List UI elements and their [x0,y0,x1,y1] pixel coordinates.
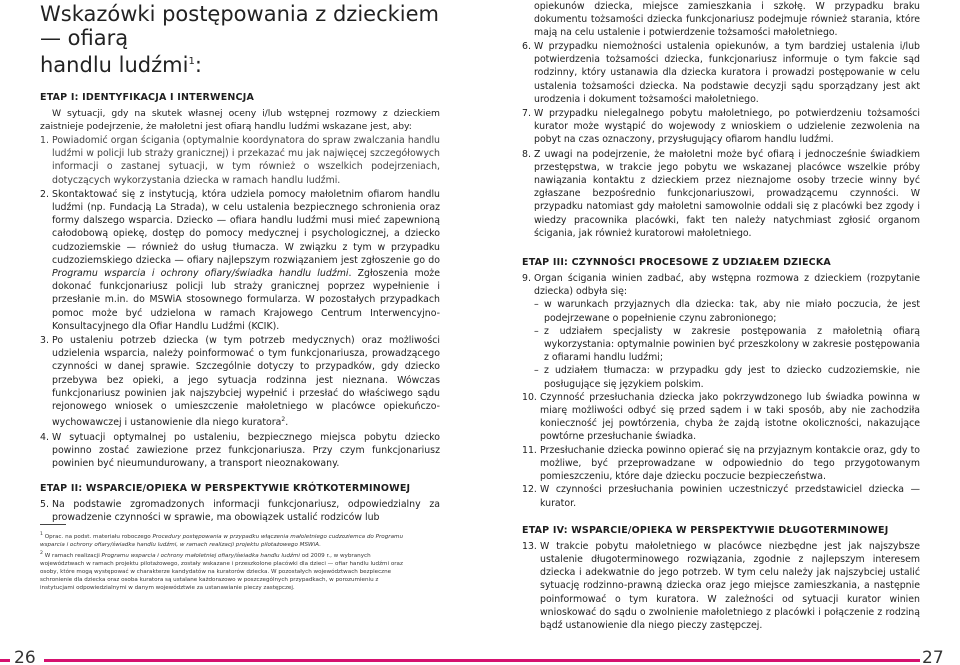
continuation-paragraph: opiekunów dziecka, miejsce zamieszkania i szkołę. W przypadku braku dokumentu tożsamości dziecka funkcjonariusz podejmuje również starania, które mają na celu ustalenie i potwierdzenie tożsamości małoletniego. [534,1,920,38]
item-text: Organ ścigania winien zadbać, aby wstępna rozmowa z dzieckiem (rozpytanie dziecka) odbyła się: [534,273,920,298]
footnote-text-tail: od 2009 r., w wybranych województwach w ramach projektu pilotażowego, zostały wskazane i przeszkolone placówki dla dzieci — ofiar handlu ludźmi oraz osoby, które mogą występować w charakterze kandydatów na kuratorów dziecka. W pozostałych województwach bezpieczne schronienie dla dziecka oraz osoba kuratora są ustalane każdorazowo w poszczególnych przypadkach, w porozumieniu z instytucjami odpowiedzialnymi w danym województwie za ustanawianie pieczy zastępczej. [40,552,403,592]
list-item-1 [40,134,440,187]
footnote-text: Oprac. na podst. materiału roboczego [44,533,153,540]
footnote-text-tail: . [318,542,321,549]
footnote-2 [40,550,405,593]
item-text: Przesłuchanie dziecka powinno opierać się na przyjaznym kontakcie oraz, gdy to możliwe, być przeprowadzane w odpowiednio do tego przygotowanym pomieszczeniu, które daje dziecku poczucie bezpieczeństwa. [540,444,920,483]
item-text: Z uwagi na podejrzenie, że małoletni może być ofiarą i jednocześnie świadkiem przestępstwa, w trakcie jego pobytu we wskazanej placówce wszelkie próby nawiązania kontaktu z dzieckiem przez nieznajome osoby trzecie winny być zgłaszane bezpośrednio funkcjonariuszowi, prowadzącemu czynności. W przypadku natomiast gdy małoletni samowolnie oddali się z placówki bez zgody i wiedzy pracownika placówki, fakt ten należy natychmiast zgłosić organom ścigania, jak również kuratorowi małoletniego. [534,148,920,239]
item-number: 4. [40,431,49,443]
title-footnote-mark: 1 [188,56,195,67]
footnote-mark: 2 [40,550,43,556]
footnotes [40,531,405,593]
title-line-1: Wskazówki postępowania z dzieckiem — ofiarą [40,2,439,50]
list-item-11 [522,444,920,484]
dash-item-1 [522,298,920,324]
dash-item-3 [522,364,920,390]
list-item-13 [522,540,920,632]
dash-text: z udziałem tłumacza: w przypadku gdy jest to dziecko cudzoziemskie, nie posługujące się językiem polskim. [544,365,920,390]
item-number: 2. [40,188,49,200]
list-item-12 [522,483,920,509]
page-number-right: 27 [922,648,944,665]
list-item-4 [40,431,440,471]
page-title [40,2,440,77]
footnote-mark: 1 [40,532,43,537]
dash-mark: – [534,365,539,377]
accent-bar-left-edge [0,659,10,662]
title-colon: : [194,53,202,77]
item-number: 8. [522,148,531,160]
list-item-8 [522,148,920,240]
etap3-heading: ETAP III: CZYNNOŚCI PROCESOWE Z UDZIAŁEM DZIECKA [522,257,831,269]
right-page [522,0,920,632]
list-item-2 [40,188,440,333]
item-number: 9. [522,273,531,285]
footnote-text: W ramach realizacji [44,552,102,559]
item-number: 7. [522,108,531,120]
list-item-10 [522,391,920,444]
item-number: 11. [522,444,537,456]
item-text-tail: . [285,417,289,429]
item-number: 5. [40,499,49,511]
item-number: 1. [40,135,49,146]
list-item-6 [522,40,920,106]
item-text: W czynności przesłuchania powinien uczestniczyć przedstawiciel dziecka — kurator. [540,484,920,509]
footnote-text-italic: Programu wsparcia i ochrony małoletniej ofiary/świadka handlu ludźmi [101,552,300,559]
footnote-text-italic: Procedury postępowania w przypadku włączenia małoletniego cudzoziemca do Programu wsparcia i ochrony ofiary/świadka handlu ludźmi, w ramach realizacji projektu pilotażowego MSWiA [40,533,403,549]
dash-text: z udziałem specjalisty w zakresie postępowania z małoletnią ofiarą wykorzystania: optymalnie powinien być przeszkolony w zakresie postępowania z ofiarami handlu ludźmi; [544,325,920,364]
item-number: 10. [522,391,537,403]
page-number-left: 26 [14,648,36,665]
footnote-mark: 2 [281,416,286,424]
item-text: Powiadomić organ ścigania (optymalnie koordynatora do spraw zwalczania handlu ludźmi w policji lub straży granicznej) i przekazać mu jak najwięcej szczegółowych informacji o zastanej sytuacji, w tym również o wszelkich podejrzeniach, dotyczących wykorzystania dziecka w ramach handlu ludźmi. [52,135,440,186]
dash-mark: – [534,299,539,311]
item-text: W przypadku nielegalnego pobytu małoletniego, po potwierdzeniu tożsamości kurator może wystąpić do wojewody z wnioskiem o udzielenie zezwolenia na pobyt na czas oznaczony, przysługujący ofiarom handlu ludźmi. [534,108,920,146]
item-text: W trakcie pobytu małoletniego w placówce niezbędne jest jak najszybsze ustalenie długoterminowego rozwiązania, zgodnie z najlepszym interesem dziecka i adekwatnie do jego potrzeb. W tym celu należy jak najszybciej ustalić sytuację rodzinno-prawną dziecka oraz jego miejsce zamieszkania, a następnie poinformować o tym kuratora. W zależności od sytuacji kurator winien wnioskować do sądu o zwolnienie małoletniego z placówki i połączenie z rodziną bądź ustanowienie dla niego pieczy zastępczej. [540,540,920,631]
item-text: Skontaktować się z instytucją, która udziela pomocy małoletnim ofiarom handlu ludźmi (np. Fundacją La Strada), w celu ustalenia bezpiecznego schronienia oraz formy dalszego wsparcia. Dziecko — ofiara handlu ludźmi musi mieć zapewnioną całodobową opiekę, dostęp do pomocy medycznej i psychologicznej, a dziecko cudzoziemskie — również do usług tłumacza. W związku z tym w przypadku cudzoziemskiego dziecka — ofiary najlepszym rozwiązaniem jest zgłoszenie go do [52,188,440,266]
title-line-2: handlu ludźmi [40,53,189,77]
accent-bar-left [44,659,480,662]
item-text: Czynność przesłuchania dziecka jako pokrzywdzonego lub świadka powinna w miarę możliwości odbyć się przed sądem i w taki sposób, aby nie zachodziła konieczność jej powtórzenia, chyba że zajdą istotne okoliczności, nakazujące powtórne przesłuchanie świadka. [540,391,920,443]
accent-bar-right [480,659,920,662]
etap4-heading: ETAP IV: WSPARCIE/OPIEKA W PERSPEKTYWIE DŁUGOTERMINOWEJ [522,524,889,536]
item-text: Na podstawie zgromadzonych informacji funkcjonariusz, odpowiedzialny za prowadzenie czynności w sprawie, ma obowiązek ustalić rodziców lub [52,499,440,524]
item-text: W przypadku niemożności ustalenia opiekunów, a tym bardziej ustalenia i/lub potwierdzenia tożsamości dziecka, funkcjonariusz informuje o tym fakcie sąd rodzinny, który ustanawia dla dziecka kuratora i prowadzi postępowanie w celu ustalenia tożsamości dziecka. Na podstawie decyzji sądu sporządzany jest akt urodzenia i dokument tożsamości małoletniego. [534,41,920,105]
item-text: Po ustaleniu potrzeb dziecka (w tym potrzeb medycznych) oraz możliwości udzielenia wsparcia, należy poinformować o tym funkcjonariusza, prowadzącego czynności w danej sprawie. Szczególnie dotyczy to przypadków, gdy dziecko przebywa bez opieki, a jego sytuacja rodzinna jest nieznana. Wówczas funkcjonariusz powinien jak najszybciej wypełnić i przesłać do właściwego sądu rejonowego wniosek o umieszczenie małoletniego w placówce opiekuńczo-wychowawczej i ustanowienie dla niego kuratora [52,335,440,429]
left-page [40,0,440,525]
list-item-3 [40,334,440,430]
dash-mark: – [534,325,539,337]
list-item-5 [40,498,440,524]
item-number: 3. [40,335,49,347]
footnote-separator [40,524,66,525]
item-number: 6. [522,41,531,52]
item-number: 13. [522,540,537,552]
footnote-1 [40,531,405,549]
item-text: W sytuacji optymalnej po ustaleniu, bezpiecznego miejsca pobytu dziecko powinno zostać zawiezione przez funkcjonariusza. Przy czym funkcjonariusz powinien być nieumundurowany, a transport nieoznakowany. [52,431,440,469]
item-text-tail: . Zgłoszenia może dokonać funkcjonariusz policji lub straży granicznej poprzez wypełnienie i przesłanie m.in. do MSWiA stosownego formularza. W pozostałych przypadkach pomoc może być udzielona w ramach Krajowego Centrum Interwencyjno-Konsultacyjnego dla Ofiar Handlu Ludźmi (KCIK). [52,268,440,332]
item-number: 12. [522,484,537,496]
list-item-9 [522,272,920,298]
etap1-lead: W sytuacji, gdy na skutek własnej oceny i/lub wstępnej rozmowy z dzieckiem zaistnieje podejrzenie, że małoletni jest ofiarą handlu ludźmi wskazane jest, aby: [40,108,440,132]
etap2-heading: ETAP II: WSPARCIE/OPIEKA W PERSPEKTYWIE KRÓTKOTERMINOWEJ [40,483,411,495]
etap1-heading: ETAP I: IDENTYFIKACJA I INTERWENCJA [40,92,255,103]
item-text-italic: Programu wsparcia i ochrony ofiary/świadka handlu ludźmi [52,268,349,280]
dash-item-2 [522,325,920,365]
list-item-7 [522,107,920,147]
dash-text: w warunkach przyjaznych dla dziecka: tak, aby nie miało poczucia, że jest podejrzewane o popełnienie czynu zabronionego; [544,299,920,324]
